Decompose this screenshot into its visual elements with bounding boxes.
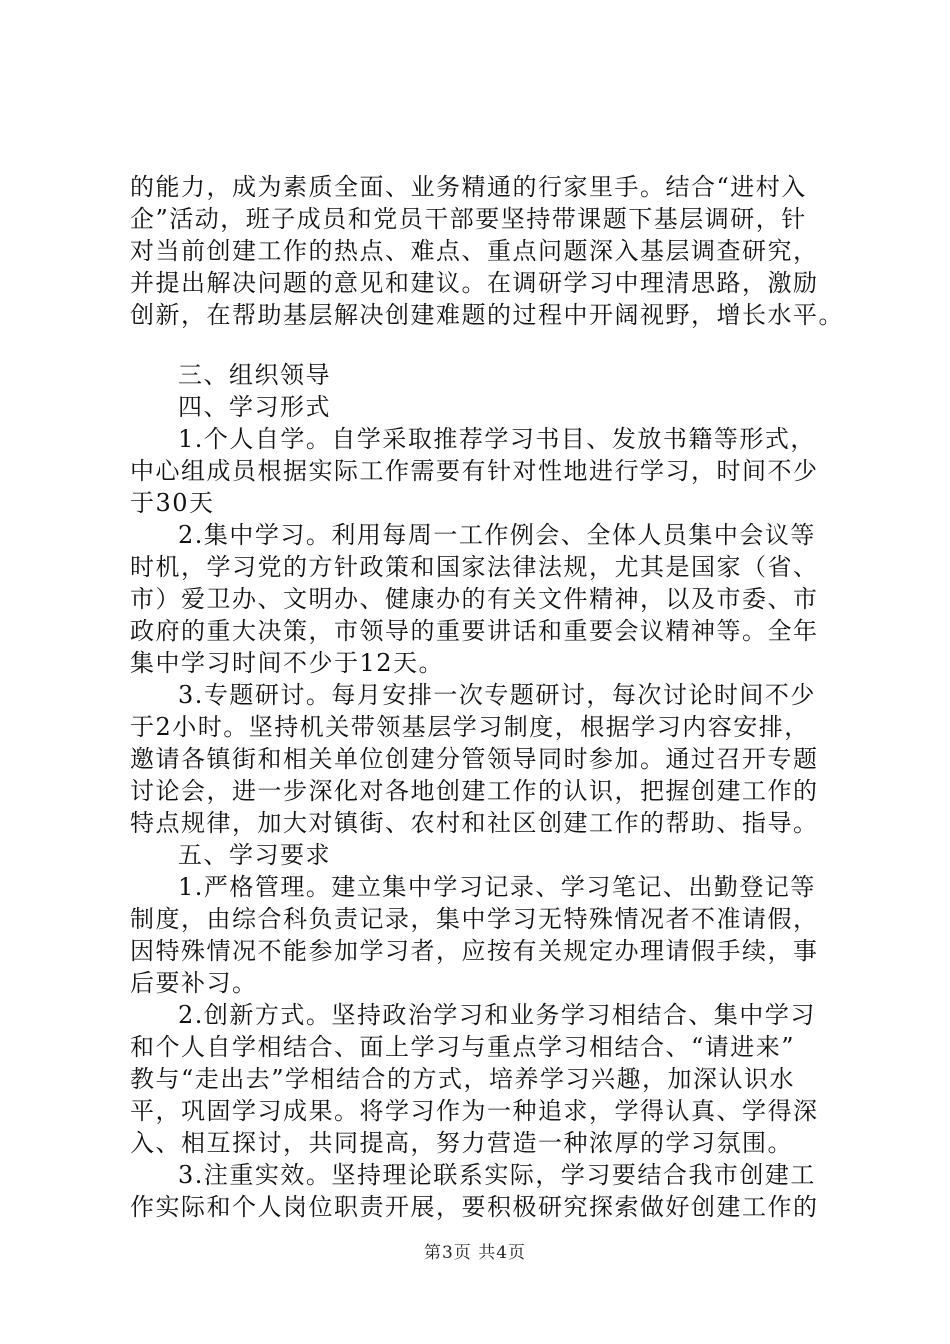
- body-line: 于2小时。坚持机关带领基层学习制度，根据学习内容安排，: [130, 713, 810, 741]
- body-line: 和个人自学相结合、面上学习与重点学习相结合、“请进来”: [130, 1033, 796, 1061]
- body-line: 制度，由综合科负责记录，集中学习无特殊情况者不准请假，: [130, 905, 819, 933]
- section-heading: 五、学习要求: [178, 841, 331, 869]
- body-line: 企”活动，班子成员和党员干部要坚持带课题下基层调研，针: [130, 205, 807, 233]
- body-line: 1.严格管理。建立集中学习记录、学习笔记、出勤登记等: [178, 873, 816, 901]
- body-line: 3.专题研讨。每月安排一次专题研讨，每次讨论时间不少: [178, 681, 816, 709]
- body-line: 并提出解决问题的意见和建议。在调研学习中理清思路，激励: [130, 269, 819, 297]
- body-line: 讨论会，进一步深化对各地创建工作的认识，把握创建工作的: [130, 777, 819, 805]
- body-line: 特点规律，加大对镇街、农村和社区创建工作的帮助、指导。: [130, 809, 819, 837]
- body-line: 市）爱卫办、文明办、健康办的有关文件精神，以及市委、市: [130, 585, 819, 613]
- body-line: 3.注重实效。坚持理论联系实际，学习要结合我市创建工: [178, 1161, 816, 1189]
- body-line: 时机，学习党的方针政策和国家法律法规，尤其是国家（省、: [130, 553, 819, 581]
- body-line: 2.创新方式。坚持政治学习和业务学习相结合、集中学习: [178, 1001, 816, 1029]
- body-line: 教与“走出去”学相结合的方式，培养学习兴趣，加深认识水: [130, 1065, 796, 1093]
- section-heading: 三、组织领导: [178, 361, 331, 389]
- body-line: 的能力，成为素质全面、业务精通的行家里手。结合“进村入: [130, 173, 807, 201]
- body-line: 2.集中学习。利用每周一工作例会、全体人员集中会议等: [178, 521, 816, 549]
- section-heading: 四、学习形式: [178, 393, 331, 421]
- body-line: 中心组成员根据实际工作需要有针对性地进行学习，时间不少: [130, 457, 819, 485]
- body-line: 作实际和个人岗位职责开展，要积极研究探索做好创建工作的: [130, 1193, 819, 1221]
- page-number-footer: 第3页 共4页: [423, 1243, 527, 1263]
- body-line: 对当前创建工作的热点、难点、重点问题深入基层调查研究，: [130, 237, 819, 265]
- body-line: 集中学习时间不少于12天。: [130, 649, 445, 677]
- body-line: 平，巩固学习成果。将学习作为一种追求，学得认真、学得深: [130, 1097, 819, 1125]
- body-line: 政府的重大决策，市领导的重要讲话和重要会议精神等。全年: [130, 617, 819, 645]
- body-line: 入、相互探讨，共同提高，努力营造一种浓厚的学习氛围。: [130, 1129, 793, 1157]
- body-line: 邀请各镇街和相关单位创建分管领导同时参加。通过召开专题: [130, 745, 819, 773]
- body-line: 于30天: [130, 489, 215, 517]
- body-line: 创新，在帮助基层解决创建难题的过程中开阔视野，增长水平。: [130, 301, 844, 329]
- body-line: 1.个人自学。自学采取推荐学习书目、发放书籍等形式，: [178, 425, 816, 453]
- body-line: 后要补习。: [130, 969, 258, 997]
- body-line: 因特殊情况不能参加学习者，应按有关规定办理请假手续，事: [130, 937, 819, 965]
